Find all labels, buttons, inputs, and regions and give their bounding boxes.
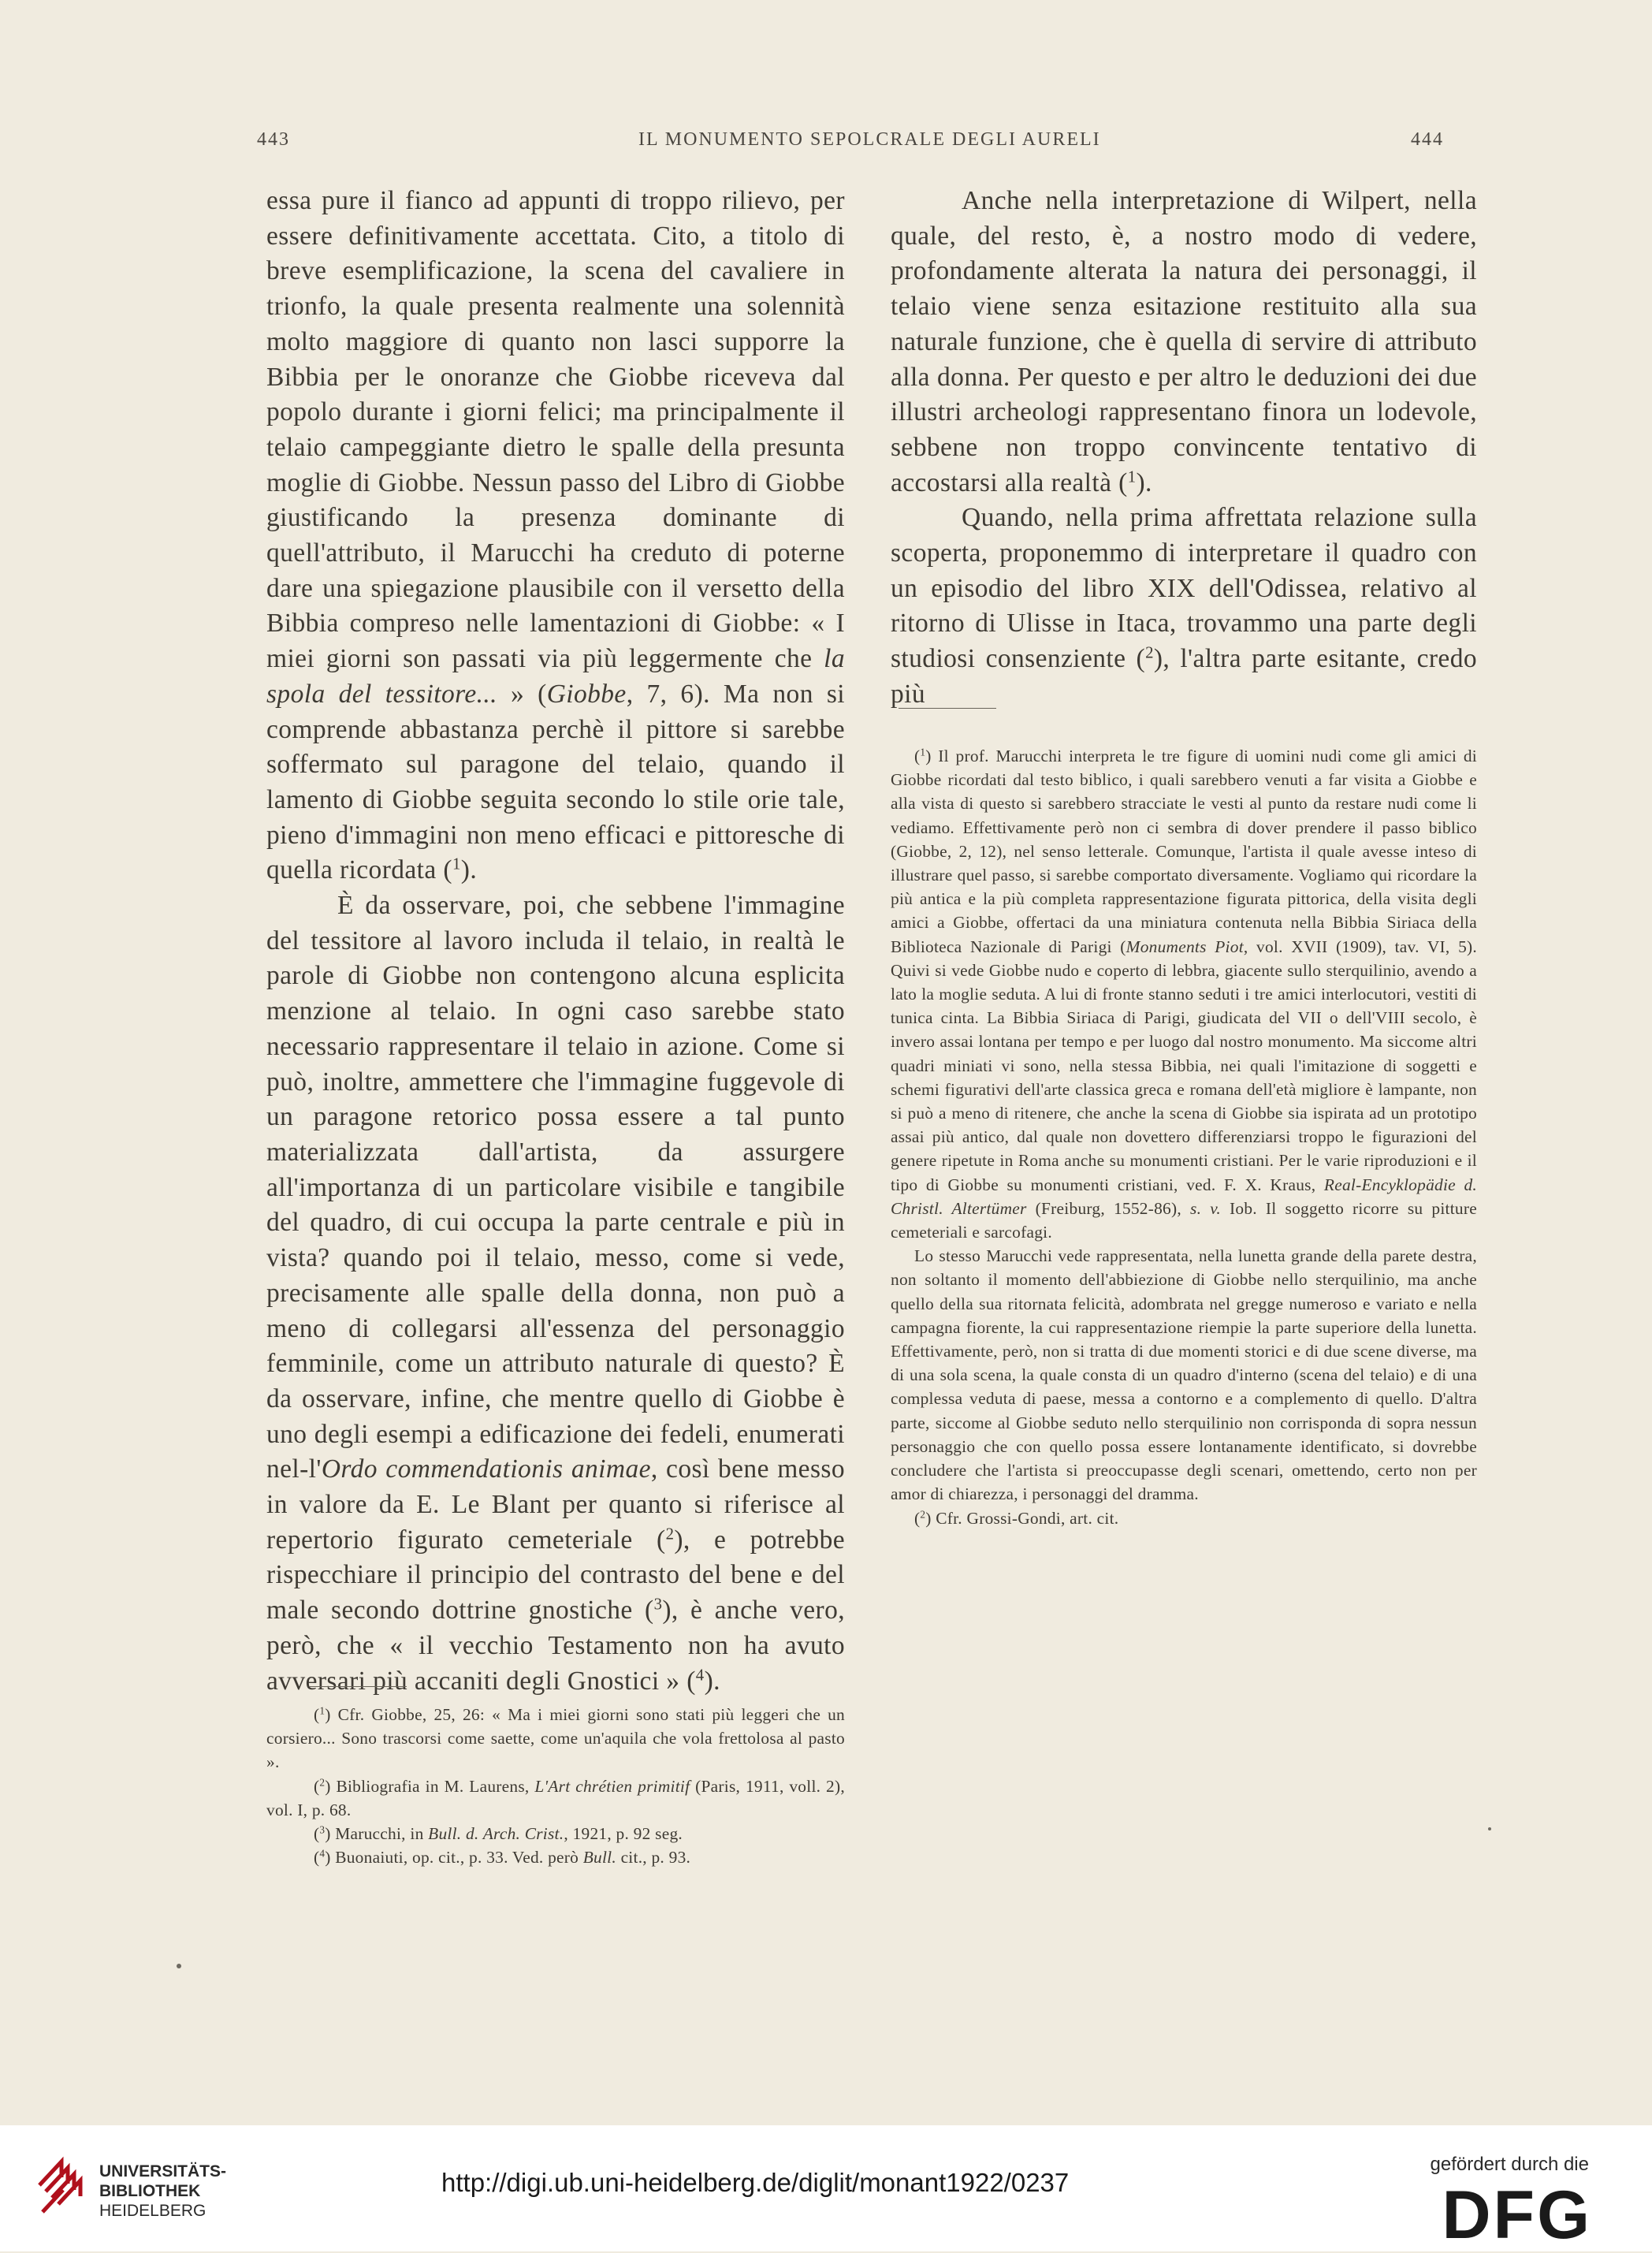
running-header — [0, 129, 1652, 161]
right-column — [891, 184, 1477, 713]
left-footnotes — [266, 1703, 845, 1869]
page-number-right: 444 — [1411, 129, 1444, 150]
digitization-footer — [0, 2125, 1652, 2251]
footnote-2: ($^2$) Bibliografia in M. Laurens, L'Art chrétien primitif (Paris, 1911, voll. 2), vol. I, p. 68. — [266, 1776, 845, 1819]
right-footnotes — [891, 744, 1477, 1530]
source-url[interactable]: http://digi.ub.uni-heidelberg.de/diglit/monant1922/0237 — [441, 2168, 1070, 2197]
right-footnote-rule — [899, 708, 996, 709]
footnote-ref: 3 — [653, 1595, 663, 1614]
footnote-1-continued: Lo stesso Marucchi vede rappresentata, nella lunetta grande della parete destra, non soltanto il momento dell'abbiezione di Giobbe nello sterquilinio, ma anche quello della sua ritornata felicità, adombrata nel gregge numeroso e variato e nella campagna fiorente, la cui rappresentazione riempie la parte superiore della lunetta. Effettivamente, però, non si tratta di due momenti storici e di due scene diverse, ma di una sola scena, la quale consta di un quadro d'interno (scena del telaio) e di una complessa veduta di paese, messa a contorno e a complemento di quello. D'altra parte, siccome al Giobbe seduto nello sterquilinio non corrisponda di sopra nessun personaggio che con quello possa essere lontanamente identificato, si dovrebbe concludere che l'artista si preoccupasse degli scenari, omettendo, certo non per amor di chiarezza, i personaggi del dramma. — [891, 1246, 1477, 1504]
footnote-3: ($^3$) Marucchi, in Bull. d. Arch. Crist., 1921, p. 92 seg. — [314, 1823, 683, 1844]
funding-note: gefördert durch die — [1430, 2154, 1589, 2175]
footnote-1: ($^1$) Il prof. Marucchi interpreta le tre figure di uomini nudi come gli amici di Giobbe ricordati dal testo biblico, i quali sarebbero venuti a far visita a Giobbe e alla vista di questo si sarebbero stracciate le vesti al punto da restare nudi come li vediamo. Effettivamente però non ci sembra di dover prendere il passo biblico (Giobbe, 2, 12), nel senso letterale. Comunque, l'artista il quale avesse inteso di illustrare quel passo, si sarebbe comportato diversamente. Vogliamo qui ricordare la più antica e la più completa rappresentazione figurata pittorica, della visita degli amici a Giobbe, offertaci da una miniatura contenuta nella Bibbia Siriaca della Biblioteca Nazionale di Parigi (Monuments Piot, vol. XVII (1909), tav. VI, 5). Quivi si vede Giobbe nudo e coperto di lebbra, giacente sullo sterquilinio, avendo a lato la moglie seduta. A lui di fronte stanno seduti i tre amici interlocutori, vestiti di tunica cinta. La Bibbia Siriaca di Parigi, giudicata del VII o dell'VIII secolo, è invero assai lontana per tempo e per luogo dal nostro monumento. Ma siccome altri quadri miniati vi sono, nella stessa Bibbia, nei quali l'imitazione di soggetti e schemi figurativi dell'arte classica greca e romana dell'età migliore è lampante, non si può a meno di ritenere, che anche la scena di Giobbe sia ispirata ad un prototipo assai più antico, dal quale non dovettero differenziarsi troppo le figurazioni del genere ripetute in Roma anche su monumenti cristiani. Per le varie riproduzioni e il tipo di Giobbe su monumenti cristiani, ved. F. X. Kraus, Real-Encyklopädie d. Christl. Altertümer (Freiburg, 1552-86), s. v. Iob. Il soggetto ricorre su pitture cemeteriali e sarcofagi. — [891, 746, 1478, 1242]
footnote-1: ($^1$) Cfr. Giobbe, 25, 26: « Ma i miei giorni sono stati più leggeri che un corsiero... Sono trascorsi come saette, come un'aquila che vola frettolosa al pasto ». — [266, 1704, 845, 1772]
footnote-ref: 1 — [452, 855, 461, 873]
right-paragraph-1: Anche nella interpretazione di Wilpert, nella quale, del resto, è, a nostro modo di vedere, profondamente alterata la natura dei personaggi, il telaio viene senza esitazione restituito alla sua naturale funzione, che è quella di servire di attributo alla donna. Per questo e per altro le deduzioni dei due illustri archeologi rappresentano finora un lodevole, sebbene non troppo convincente tentativo di accostarsi alla realtà ($^1$). — [891, 186, 1477, 497]
dfg-logo: DFG — [1442, 2177, 1592, 2253]
footnote-ref: 1 — [1127, 467, 1137, 486]
footnote-ref: 2 — [665, 1525, 675, 1544]
left-paragraph-2: È da osservare, poi, che sebbene l'immagine del tessitore al lavoro includa il telaio, in realtà le parole di Giobbe non contengono alcuna esplicita menzione al telaio. In ogni caso sarebbe stato necessario rappresentare il telaio in azione. Come si può, inoltre, ammettere che l'immagine fuggevole di un paragone retorico possa essere a tal punto materializzata dall'artista, da assurgere all'importanza di un particolare visibile e tangibile del quadro, di cui occupa la parte centrale e più in vista? quando poi il telaio, messo, come si vede, precisamente alle spalle della donna, non può a meno di collegarsi all'essenza del personaggio femminile, come un attributo naturale di questo? È da osservare, infine, che mentre quello di Giobbe è uno degli esempi a edificazione dei fedeli, enumerati nel-l'Ordo commendationis animae, così bene messo in valore da E. Le Blant per quanto si riferisce al repertorio figurato cemeteriale ($^2$), e potrebbe rispecchiare il principio del contrasto del bene e del male secondo dottrine gnostiche ($^3$), è anche vero, però, che « il vecchio Testamento non ha avuto avversari più accaniti degli Gnostici » ($^4$). — [266, 891, 845, 1696]
left-footnote-rule — [309, 1686, 407, 1687]
university-library-logo — [35, 2154, 87, 2217]
left-column — [266, 184, 845, 1699]
left-paragraph-1: essa pure il fianco ad appunti di troppo rilievo, per essere definitivamente accettata. Cito, a titolo di breve esemplificazione, la scena del cavaliere in trionfo, la quale presenta realmente una solennità molto maggiore di quanto non lasci supporre la Bibbia per le onoranze che Giobbe riceveva dal popolo durante i giorni felici; ma principalmente il telaio campeggiante dietro le spalle della presunta moglie di Giobbe. Nessun passo del Libro di Giobbe giustificando la presenza dominante di quell'attributo, il Marucchi ha creduto di poterne dare una spiegazione plausibile con il versetto della Bibbia compreso nelle lamentazioni di Giobbe: « I miei giorni son passati via più leggermente che la spola del tessitore... » (Giobbe, 7, 6). Ma non si comprende abbastanza perchè il pittore si sarebbe soffermato sul paragone del telaio, quando il lamento di Giobbe seguita secondo lo stile orie tale, pieno d'immagini non meno efficaci e pittoresche di quella ricordata ($^1$). — [266, 186, 845, 885]
right-paragraph-2: Quando, nella prima affrettata relazione sulla scoperta, proponemmo di interpretare il quadro con un episodio del libro XIX dell'Odissea, relativo al ritorno di Ulisse in Itaca, trovammo una parte degli studiosi consenziente ($^2$), l'altra parte esitante, credo più — [891, 503, 1477, 709]
library-name: UNIVERSITÄTS- BIBLIOTHEK HEIDELBERG — [99, 2162, 227, 2220]
footnote-2: ($^2$) Cfr. Grossi-Gondi, art. cit. — [914, 1508, 1119, 1528]
footnote-ref: 2 — [1145, 643, 1154, 662]
page-number-left: 443 — [257, 129, 290, 150]
paper-speck — [177, 1964, 181, 1968]
footnote-ref: 4 — [695, 1666, 705, 1685]
footnote-4: ($^4$) Buonaiuti, op. cit., p. 33. Ved. però Bull. cit., p. 93. — [314, 1847, 691, 1868]
paper-speck — [1488, 1827, 1491, 1830]
running-title: IL MONUMENTO SEPOLCRALE DEGLI AURELI — [638, 129, 1101, 150]
